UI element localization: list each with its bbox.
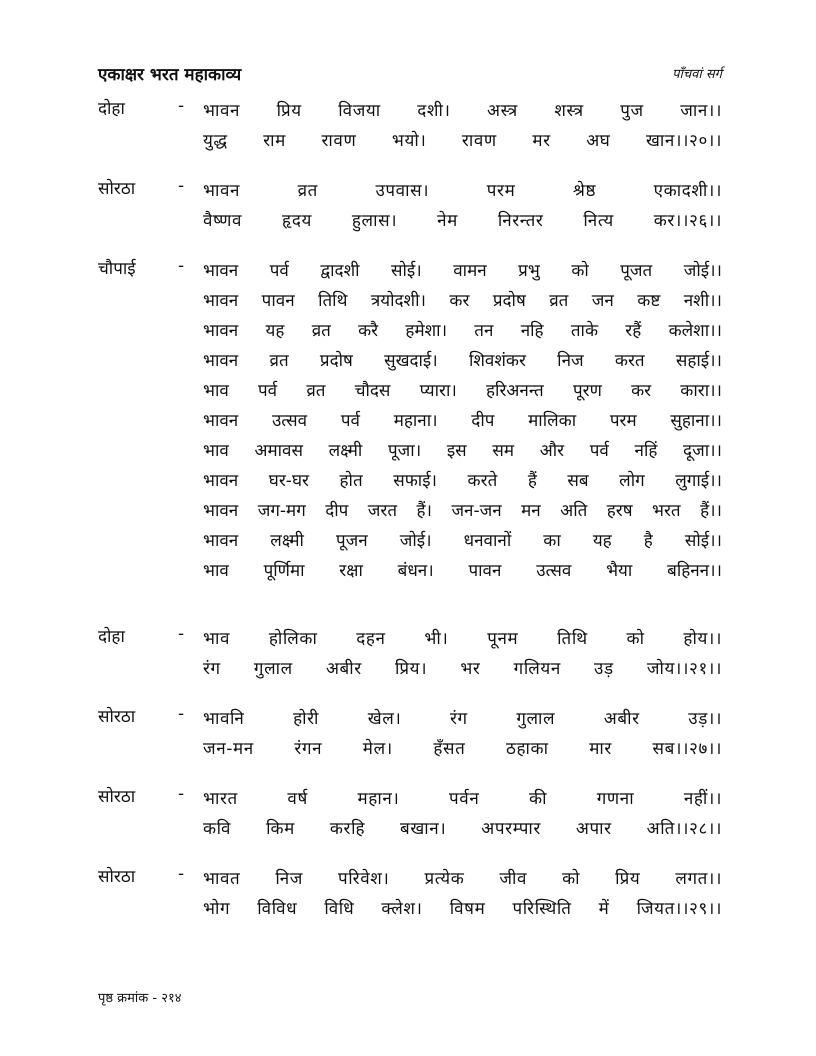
verse-line: भावन यह व्रत करै हमेशा। तन नहि ताके रहैं कलेशा।। [203, 321, 722, 341]
verse-lines [203, 704, 722, 764]
verse-line: भावन व्रत प्रदोष सुखदाई। शिवशंकर निज करत सहाई।। [203, 351, 722, 371]
verse-line: कवि किम करहि बखान। अपरम्पार अपार अति।।२८।। [203, 819, 722, 839]
verse-separator: - [178, 624, 185, 644]
verse-line: भावन उत्सव पर्व महाना। दीप मालिका परम सुहाना।। [203, 411, 722, 431]
verse-type-label: दोहा [98, 627, 125, 647]
verse-lines [203, 96, 722, 156]
verse-line: भावन व्रत उपवास। परम श्रेष्ठ एकादशी।। [203, 181, 722, 201]
verse-line: भाव होलिका दहन भी। पूनम तिथि को होय।। [203, 629, 722, 649]
verse-line: भावन प्रिय विजया दशी। अस्त्र शस्त्र पुज जान।। [203, 101, 722, 121]
verse-separator: - [178, 96, 185, 116]
verse-line: भाव पर्व व्रत चौदस प्यारा। हरिअनन्त पूरण कर कारा।। [203, 381, 722, 401]
verse-separator: - [178, 784, 185, 804]
verse-separator: - [178, 256, 185, 276]
verse-line: रंग गुलाल अबीर प्रिय। भर गलियन उड़ जोय।।२१।। [203, 659, 722, 679]
verse-separator: - [178, 176, 185, 196]
verse-line: भावनि होरी खेल। रंग गुलाल अबीर उड़।। [203, 709, 722, 729]
book-title: एकाक्षर भरत महाकाव्य [98, 65, 242, 85]
verse-lines [203, 864, 722, 924]
verse-separator: - [178, 864, 185, 884]
verse-type-label: चौपाई [98, 259, 136, 279]
verse-line: भाव पूर्णिमा रक्षा बंधन। पावन उत्सव भैया बहिनन।। [203, 561, 722, 581]
verse-line: भाव अमावस लक्ष्मी पूजा। इस सम और पर्व नहिं दूजा।। [203, 441, 722, 461]
page-header [98, 62, 722, 86]
verse-line: जन-मन रंगन मेल। हँसत ठहाका मार सब।।२७।। [203, 739, 722, 759]
verse-type-label: सोरठा [98, 179, 136, 199]
verse-type-label: सोरठा [98, 787, 136, 807]
chapter-label: पाँचवां सर्ग [672, 67, 722, 82]
verse-lines [203, 784, 722, 844]
verse-type-label: सोरठा [98, 867, 136, 887]
page-number: पृष्ठ क्रमांक - २१४ [98, 991, 182, 1006]
verse-line: वैष्णव हृदय हुलास। नेम निरन्तर नित्य कर।।२६।। [203, 211, 722, 231]
verse-line: भावत निज परिवेश। प्रत्येक जीव को प्रिय लगत।। [203, 869, 722, 889]
verse-line: भावन लक्ष्मी पूजन जोई। धनवानों का यह है सोई।। [203, 531, 722, 551]
verse-line: भावन पर्व द्वादशी सोई। वामन प्रभु को पूजत जोई।। [203, 261, 722, 281]
verse-line: भावन घर-घर होत सफाई। करते हैं सब लोग लुगाई।। [203, 471, 722, 491]
verse-line: भारत वर्ष महान। पर्वन की गणना नहीं।। [203, 789, 722, 809]
verse-line: भावन जग-मग दीप जरत हैं। जन-जन मन अति हरष भरत हैं।। [203, 501, 722, 521]
verse-type-label: सोरठा [98, 707, 136, 727]
verse-type-label: दोहा [98, 99, 125, 119]
verse-line: भावन पावन तिथि त्रयोदशी। कर प्रदोष व्रत जन कष्ट नशी।। [203, 291, 722, 311]
verse-lines [203, 624, 722, 684]
verse-lines [203, 176, 722, 236]
verse-separator: - [178, 704, 185, 724]
verse-lines [203, 256, 722, 586]
verse-line: भोग विविध विधि क्लेश। विषम परिस्थिति में जियत।।२९।। [203, 899, 722, 919]
verse-line: युद्ध राम रावण भयो। रावण मर अघ खान।।२०।। [203, 131, 722, 151]
